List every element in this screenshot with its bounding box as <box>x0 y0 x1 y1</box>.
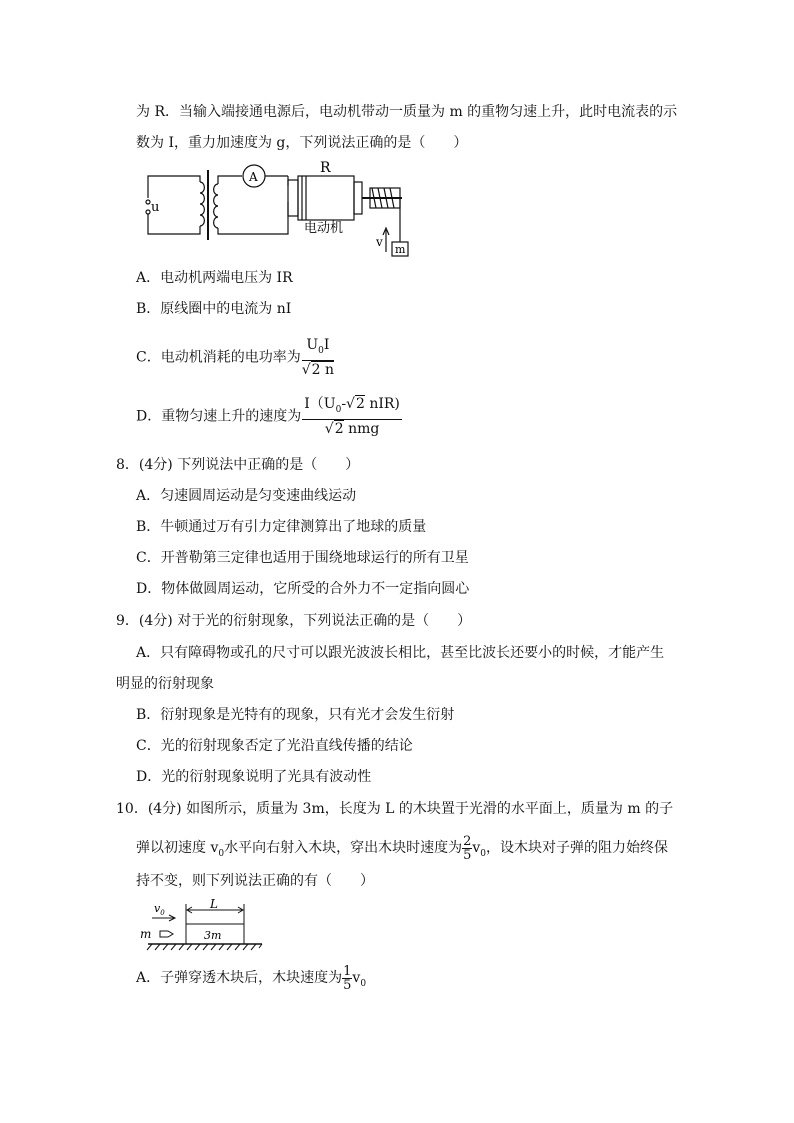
q7-option-d <box>136 395 403 438</box>
transformer-motor-diagram <box>140 160 420 260</box>
q9-option-b: B．衍射现象是光特有的现象，只有光才会发生衍射 <box>136 707 455 723</box>
q8-option-b: B．牛顿通过万有引力定律测算出了地球的质量 <box>136 519 427 535</box>
q7-option-b: B．原线圈中的电流为 nI <box>136 301 292 317</box>
q9-option-c: C．光的衍射现象否定了光沿直线传播的结论 <box>136 738 413 754</box>
q10-option-a: A．子弹穿透木块后，木块速度为 $\frac{1}{5}$ $v_0$ <box>136 963 367 993</box>
block-mass-label: 3m <box>204 929 222 942</box>
intro-line-2: 数为 I，重力加速度为 g，下列说法正确的是（ ） <box>136 135 468 151</box>
q9-option-a-line-1: A．只有障碍物或孔的尺寸可以跟光波波长相比，甚至比波长还要小的时候，才能产生 <box>136 645 665 661</box>
q7-option-c <box>136 336 335 379</box>
q7-option-a: A．电动机两端电压为 IR <box>136 270 293 286</box>
q7-option-c-text: C．电动机消耗的电功率为 <box>136 349 301 366</box>
q10-stem-line-1: 10．(4分) 如图所示，质量为 3m，长度为 L 的木块置于光滑的水平面上，质量为 m 的子 <box>116 801 674 817</box>
length-label: L <box>210 898 218 911</box>
q10-option-a-fraction: $\frac{1}{5}$ <box>343 963 352 993</box>
motor-label: 电动机 <box>304 221 344 236</box>
resistance-label: R <box>320 160 331 176</box>
velocity-label: v <box>376 235 383 249</box>
velocity-label: $v_0$ <box>154 902 165 917</box>
q7-option-c-fraction: $\frac{U_0I}{√2 n}$ <box>301 337 335 378</box>
q9-option-a-line-2: 明显的衍射现象 <box>116 676 214 692</box>
mass-label: m <box>395 243 406 256</box>
q8-stem: 8．(4分) 下列说法中正确的是（ ） <box>116 457 360 473</box>
source-label: u <box>151 200 160 215</box>
q7-option-d-fraction: $\frac{I(U_0-√2 nIR)}{\text{√2 nmg}}$ <box>304 396 400 437</box>
q9-stem: 9．(4分) 对于光的衍射现象，下列说法正确的是（ ） <box>116 613 472 629</box>
q8-option-a: A．匀速圆周运动是匀变速曲线运动 <box>136 488 357 504</box>
q7-option-d-text: D．重物匀速上升的速度为 <box>136 408 302 425</box>
q10-fraction: $\frac{2}{5}$ <box>463 833 472 863</box>
q8-option-d: D．物体做圆周运动，它所受的合外力不一定指向圆心 <box>136 581 470 597</box>
bullet-mass-label: m <box>140 927 152 941</box>
q9-option-d: D．光的衍射现象说明了光具有波动性 <box>136 769 372 785</box>
ammeter-label: A <box>249 170 258 184</box>
q10-stem-line-3: 持不变，则下列说法正确的有（ ） <box>136 873 374 889</box>
bullet-block-diagram <box>138 898 268 954</box>
q8-option-c: C．开普勒第三定律也适用于围绕地球运行的所有卫星 <box>136 550 469 566</box>
q10-stem-line-2: 弹以初速度 $v_0$水平向右射入木块，穿出木块时速度为 $\frac{2}{5}$ $v_0$，设木块对子弹的阻力始终保 <box>136 833 669 863</box>
intro-line-1: 为 R．当输入端接通电源后，电动机带动一质量为 m 的重物匀速上升，此时电流表的示 <box>136 104 678 120</box>
